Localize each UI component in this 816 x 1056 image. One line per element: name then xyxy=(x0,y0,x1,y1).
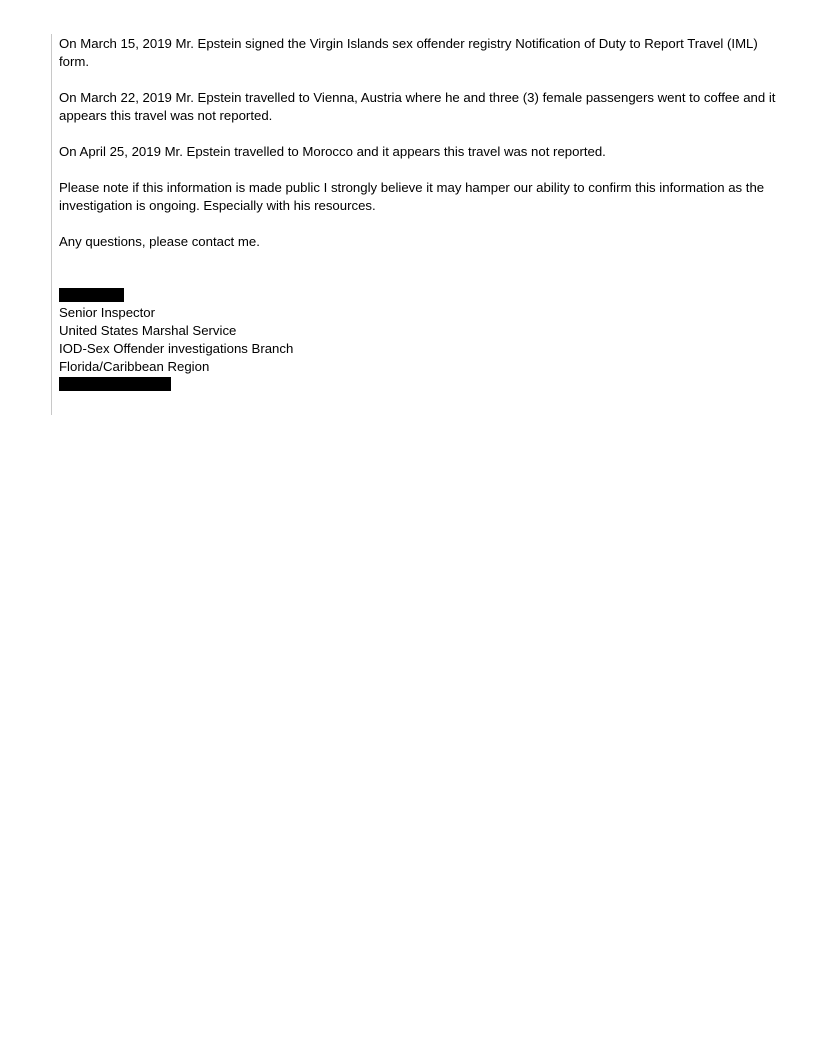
email-body xyxy=(59,35,779,393)
redacted-name xyxy=(59,288,124,302)
signature-block xyxy=(59,288,779,391)
redacted-contact xyxy=(59,377,171,391)
paragraph-confidentiality-note: Please note if this information is made public I strongly believe it may hamper our ability to confirm this information as the investigation is ongoing. Especially with his resources. xyxy=(59,180,765,213)
paragraph-morocco-travel: On April 25, 2019 Mr. Epstein travelled to Morocco and it appears this travel was not reported. xyxy=(59,144,606,159)
paragraph-vienna-travel: On March 22, 2019 Mr. Epstein travelled to Vienna, Austria where he and three (3) female passengers went to coffee and it appears this travel was not reported. xyxy=(59,90,776,123)
spacer xyxy=(59,269,779,287)
signature-title: Senior Inspector xyxy=(59,305,156,320)
paragraph-contact: Any questions, please contact me. xyxy=(59,234,260,249)
signature-agency: United States Marshal Service xyxy=(59,323,237,338)
quote-left-rule xyxy=(51,34,52,415)
signature-branch: IOD-Sex Offender investigations Branch xyxy=(59,341,294,356)
paragraph-registry-form: On March 15, 2019 Mr. Epstein signed the Virgin Islands sex offender registry Notification of Duty to Report Travel (IML) form. xyxy=(59,36,758,69)
signature-region: Florida/Caribbean Region xyxy=(59,359,210,374)
